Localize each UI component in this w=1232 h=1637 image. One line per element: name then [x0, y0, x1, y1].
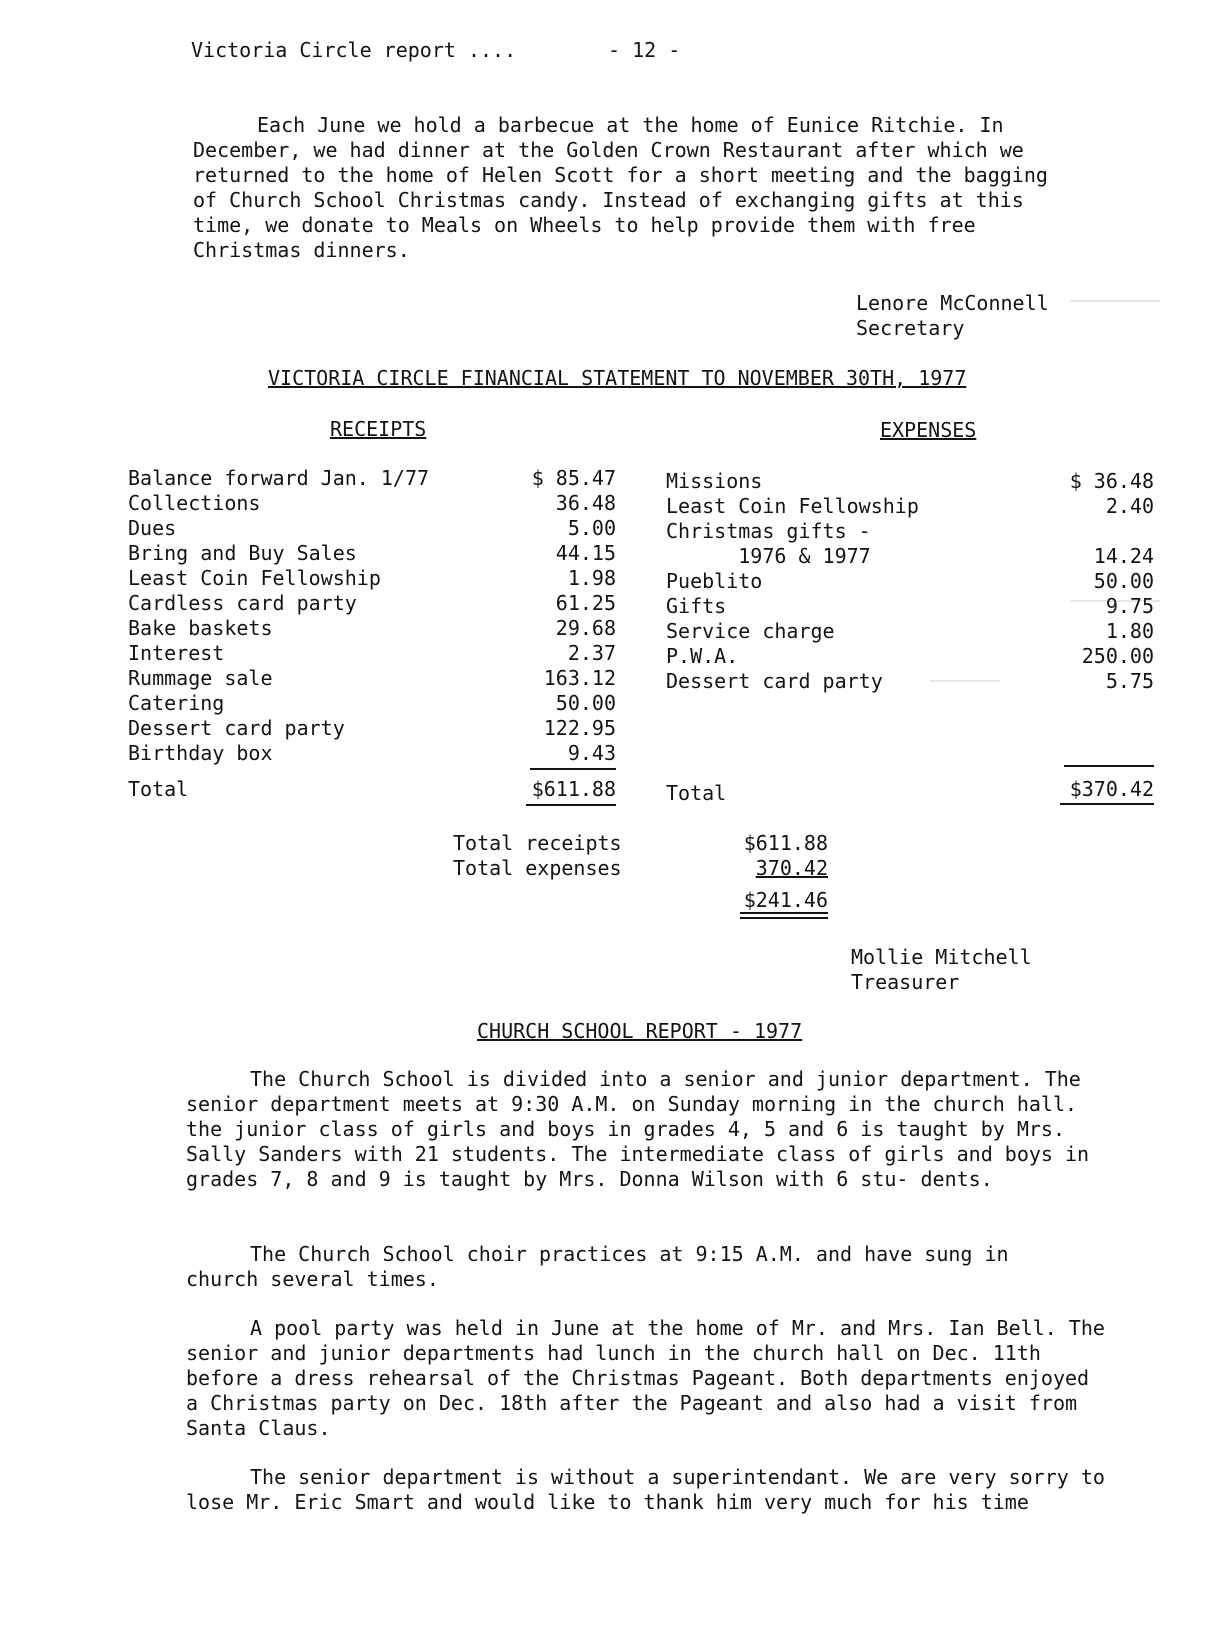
receipt-amount: $ 85.47: [531, 466, 616, 490]
total-receipts-label: Total receipts: [453, 831, 622, 855]
expense-label: Service charge: [666, 619, 835, 643]
receipt-row: [128, 466, 616, 491]
treasurer-title: Treasurer: [851, 970, 960, 994]
expenses-total-rule: [1064, 765, 1154, 767]
church-school-paragraph-3: A pool party was held in June at the home of Mr. and Mrs. Ian Bell. The senior and junior departments had lunch in the church hall on Dec. 11th before a dress rehearsal of the Christmas Pageant. Both departments enjoyed a Christmas party on Dec. 18th after the Pageant and also had a visit from Santa Claus.: [186, 1316, 1117, 1440]
expense-amount: 9.75: [1105, 594, 1154, 618]
expense-label: Christmas gifts -: [666, 519, 871, 543]
receipt-amount: 50.00: [555, 691, 616, 715]
receipt-amount: 61.25: [555, 591, 616, 615]
receipt-amount: 29.68: [555, 616, 616, 640]
expense-row: [666, 569, 1154, 594]
expense-amount: 5.75: [1105, 669, 1154, 693]
balance-double-rule: [740, 917, 828, 919]
church-school-title: CHURCH SCHOOL REPORT - 1977: [477, 1019, 803, 1043]
receipt-label: Bring and Buy Sales: [128, 541, 357, 565]
receipt-amount: 2.37: [567, 641, 616, 665]
expense-row: [666, 519, 1154, 544]
receipt-label: Least Coin Fellowship: [128, 566, 381, 590]
receipt-row: [128, 591, 616, 616]
expense-label: Gifts: [666, 594, 727, 618]
receipt-row: [128, 541, 616, 566]
receipt-amount: 44.15: [555, 541, 616, 565]
expenses-list: [666, 469, 1154, 694]
expense-amount: 1.80: [1105, 619, 1154, 643]
church-school-paragraph-4: The senior department is without a superintendant. We are very sorry to lose Mr. Eric Smart and would like to thank him very much for his time: [186, 1465, 1117, 1514]
expenses-total-underline: [1060, 803, 1154, 805]
receipt-row: [128, 566, 616, 591]
receipt-row: [128, 516, 616, 541]
receipt-label: Rummage sale: [128, 666, 273, 690]
receipts-total-rule: [530, 768, 616, 770]
receipt-amount: 163.12: [543, 666, 616, 690]
receipt-label: Catering: [128, 691, 225, 715]
receipt-label: Collections: [128, 491, 261, 515]
receipt-amount: 122.95: [543, 716, 616, 740]
receipt-amount: 1.98: [567, 566, 616, 590]
expense-amount: $ 36.48: [1069, 469, 1154, 493]
expense-row: [666, 594, 1154, 619]
financial-statement-title: VICTORIA CIRCLE FINANCIAL STATEMENT TO NOVEMBER 30TH, 1977: [268, 366, 967, 390]
treasurer-name: Mollie Mitchell: [851, 945, 1032, 969]
receipts-heading: RECEIPTS: [330, 417, 427, 441]
receipt-amount: 9.43: [567, 741, 616, 765]
receipt-row: [128, 666, 616, 691]
receipt-label: Dessert card party: [128, 716, 345, 740]
receipts-list: [128, 466, 616, 766]
receipt-label: Balance forward Jan. 1/77: [128, 466, 430, 490]
barbecue-paragraph: Each June we hold a barbecue at the home of Eunice Ritchie. In December, we had dinner at the Golden Crown Restaurant after which we returned to the home of Helen Scott for a short meeting and the bagging of Church School Christmas candy. Instead of exchanging gifts at this time, we donate to Meals on Wheels to help provide them with free Christmas dinners.: [193, 113, 1060, 262]
expense-row: [666, 544, 1154, 569]
receipt-row: [128, 491, 616, 516]
receipt-label: Cardless card party: [128, 591, 357, 615]
receipt-label: Interest: [128, 641, 225, 665]
receipt-label: Dues: [128, 516, 177, 540]
expense-amount: 250.00: [1081, 644, 1154, 668]
expense-row: [666, 469, 1154, 494]
expense-row: [666, 619, 1154, 644]
expense-label: 1976 & 1977: [666, 544, 871, 568]
church-school-paragraph-2: The Church School choir practices at 9:15 A.M. and have sung in church several times.: [186, 1242, 1021, 1291]
receipt-row: [128, 641, 616, 666]
expenses-total-label: Total: [666, 781, 727, 805]
receipt-row: [128, 616, 616, 641]
receipts-total-label: Total: [128, 777, 189, 801]
expense-label: Dessert card party: [666, 669, 883, 693]
receipt-row: [128, 691, 616, 716]
secretary-title: Secretary: [856, 316, 965, 340]
receipt-row: [128, 741, 616, 766]
bleed-through-mark: [1070, 300, 1160, 302]
expenses-heading: EXPENSES: [880, 418, 977, 442]
receipt-row: [128, 716, 616, 741]
expense-label: P.W.A.: [666, 644, 739, 668]
expense-row: [666, 669, 1154, 694]
running-title: Victoria Circle report ....: [191, 38, 517, 62]
expenses-total-amount: $370.42: [1069, 777, 1154, 801]
expense-label: Pueblito: [666, 569, 763, 593]
receipts-total-amount: $611.88: [531, 777, 616, 801]
receipt-amount: 36.48: [555, 491, 616, 515]
page-number: - 12 -: [608, 38, 681, 62]
expense-amount: 14.24: [1093, 544, 1154, 568]
total-expenses-amount: 370.42: [755, 856, 828, 880]
receipt-label: Bake baskets: [128, 616, 273, 640]
secretary-name: Lenore McConnell: [856, 291, 1049, 315]
expense-label: Missions: [666, 469, 763, 493]
total-receipts-amount: $611.88: [743, 831, 828, 855]
balance-amount: $241.46: [743, 888, 828, 912]
expense-row: [666, 644, 1154, 669]
expense-amount: 2.40: [1105, 494, 1154, 518]
receipt-amount: 5.00: [567, 516, 616, 540]
balance-double-rule: [740, 912, 828, 914]
receipt-label: Birthday box: [128, 741, 273, 765]
church-school-paragraph-1: The Church School is divided into a senior and junior department. The senior department meets at 9:30 A.M. on Sunday morning in the church hall. the junior class of girls and boys in grades 4, 5 and 6 is taught by Mrs. Sally Sanders with 21 students. The intermediate class of girls and boys in grades 7, 8 and 9 is taught by Mrs. Donna Wilson with 6 stu- dents.: [186, 1067, 1102, 1191]
expense-row: [666, 494, 1154, 519]
expense-amount: 50.00: [1093, 569, 1154, 593]
receipts-total-underline: [526, 804, 616, 806]
total-expenses-label: Total expenses: [453, 856, 622, 880]
expense-label: Least Coin Fellowship: [666, 494, 919, 518]
